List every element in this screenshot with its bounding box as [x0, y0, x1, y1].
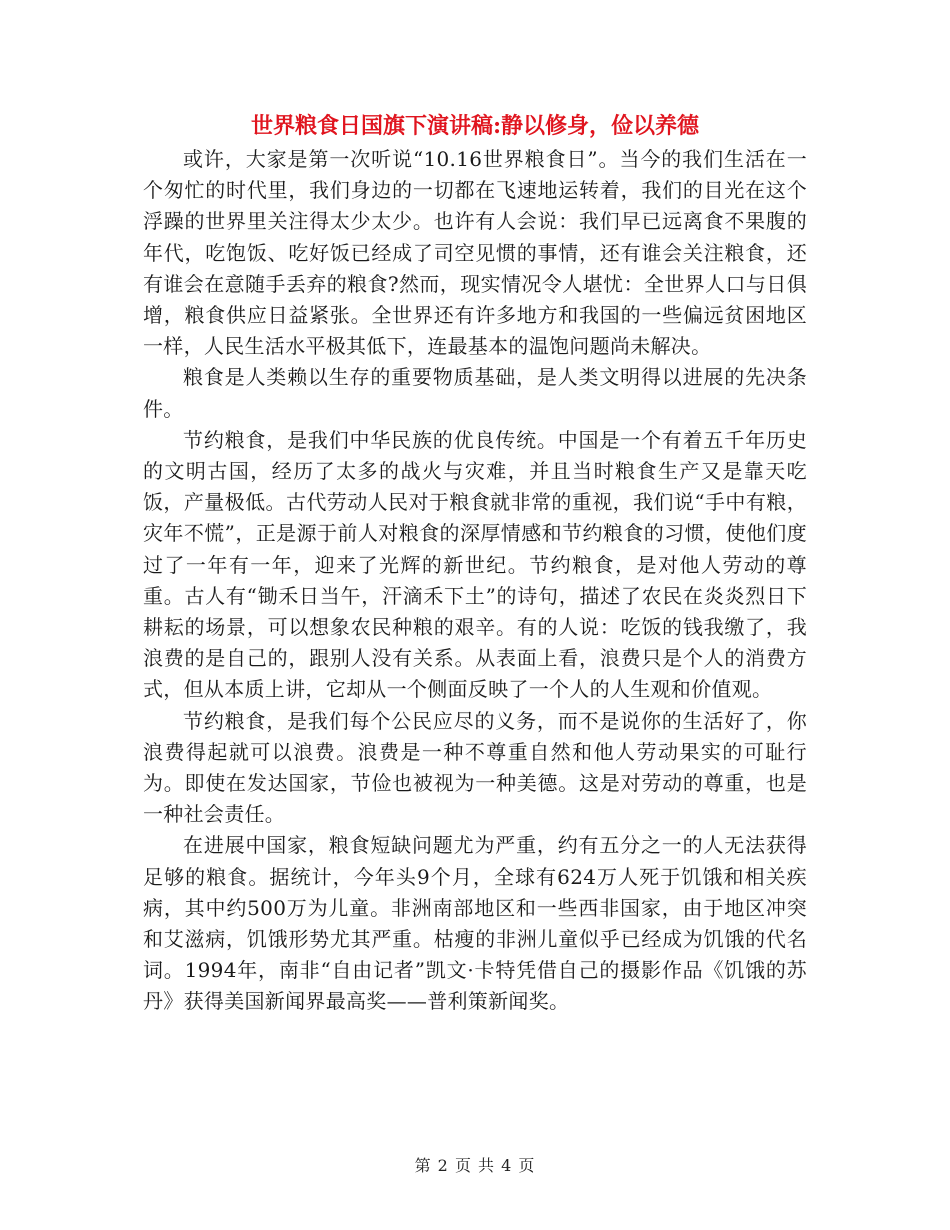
page-footer: 第 2 页 共 4 页	[414, 1156, 536, 1175]
paragraph-4: 节约粮食，是我们每个公民应尽的义务，而不是说你的生活好了，你浪费得起就可以浪费。浪费是一种不尊重自然和他人劳动果实的可耻行为。即使在发达国家，节俭也被视为一种美德。这是对劳动的尊重，也是一种社会责任。	[143, 708, 807, 827]
paragraph-2: 粮食是人类赖以生存的重要物质基础，是人类文明得以进展的先决条件。	[143, 365, 807, 421]
paragraph-1: 或许，大家是第一次听说“10.16世界粮食日”。当今的我们生活在一个匆忙的时代里，我们身边的一切都在飞速地运转着，我们的目光在这个浮躁的世界里关注得太少太少。也许有人会说：我们早已远离食不果腹的年代，吃饱饭、吃好饭已经成了司空见惯的事情，还有谁会关注粮食，还有谁会在意随手丢弃的粮食?然而，现实情况令人堪忧：全世界人口与日俱增，粮食供应日益紧张。全世界还有许多地方和我国的一些偏远贫困地区一样，人民生活水平极其低下，连最基本的温饱问题尚未解决。	[143, 147, 807, 359]
document-body	[143, 144, 807, 1018]
paragraph-3: 节约粮食，是我们中华民族的优良传统。中国是一个有着五千年历史的文明古国，经历了太多的战火与灾难，并且当时粮食生产又是靠天吃饭，产量极低。古代劳动人民对于粮食就非常的重视，我们说“手中有粮，灾年不慌”，正是源于前人对粮食的深厚情感和节约粮食的习惯，使他们度过了一年有一年，迎来了光辉的新世纪。节约粮食，是对他人劳动的尊重。古人有“锄禾日当午，汗滴禾下土”的诗句，描述了农民在炎炎烈日下耕耘的场景，可以想象农民种粮的艰辛。有的人说：吃饭的钱我缴了，我浪费的是自己的，跟别人没有关系。从表面上看，浪费只是个人的消费方式，但从本质上讲，它却从一个侧面反映了一个人的人生观和价值观。	[143, 427, 807, 702]
document-title: 世界粮食日国旗下演讲稿:静以修身，俭以养德	[250, 113, 700, 139]
paragraph-5: 在进展中国家，粮食短缺问题尤为严重，约有五分之一的人无法获得足够的粮食。据统计，今年头9个月，全球有624万人死于饥饿和相关疾病，其中约500万为儿童。非洲南部地区和一些西非国家，由于地区冲突和艾滋病，饥饿形势尤其严重。枯瘦的非洲儿童似乎已经成为饥饿的代名词。1994年，南非“自由记者”凯文·卡特凭借自己的摄影作品《饥饿的苏丹》获得美国新闻界最高奖——普利策新闻奖。	[143, 833, 807, 1014]
